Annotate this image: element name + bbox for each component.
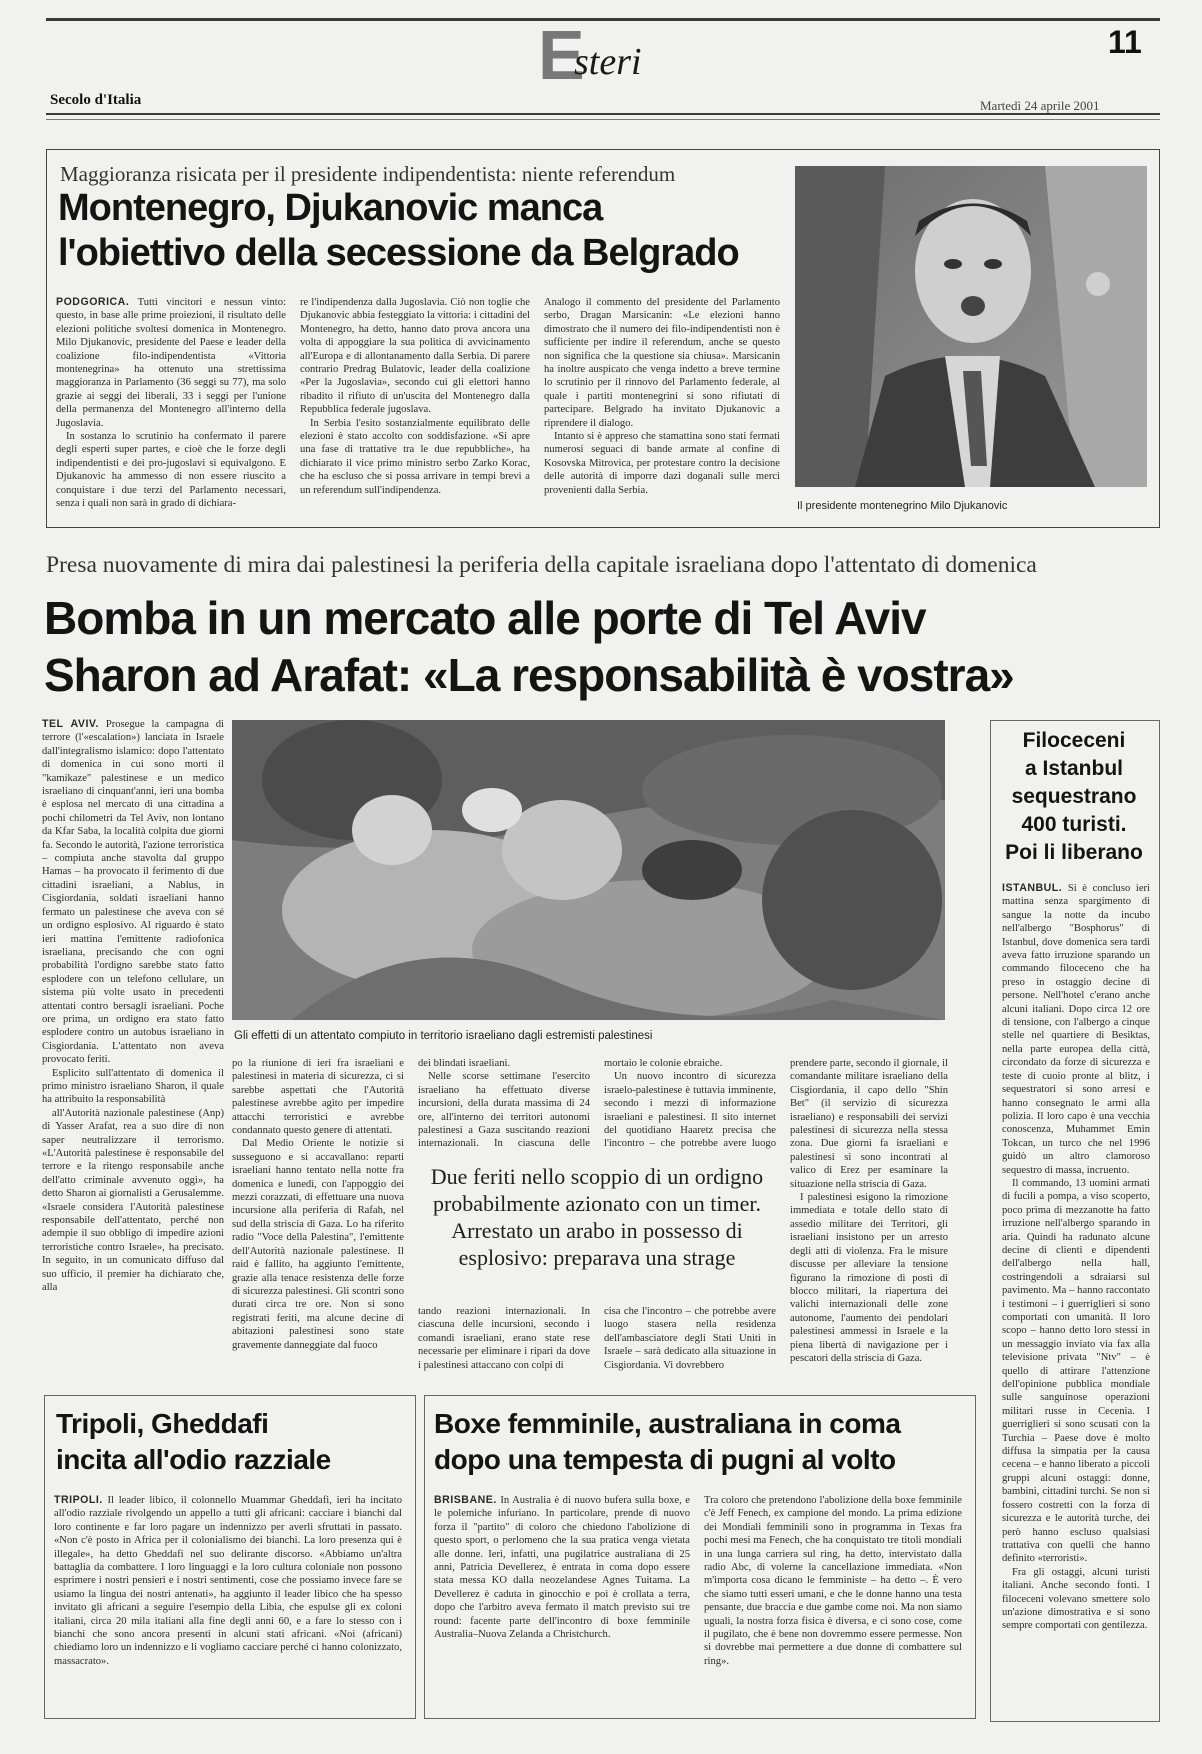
istanbul-headline-line-1: Filoceceni <box>1022 729 1126 752</box>
djukanovic-photo <box>795 166 1147 487</box>
istanbul-p2: Il commando, 13 uomini armati di fucili a pompa, a viso scoperto, poco prima di mezzanotte ha fatto irruzione nell'albergo sparando in aria. Quindi ha radunato alcune decine di clienti e dipendenti dell'albergo nella hall, costringendoli a sdraiarsi sul pavimento. Ma – hanno raccontato i testimoni – i guerriglieri si sono comportati con umanità. Il loro scopo – hanno detto loro stessi in un messaggio inviato via fax alla televisione privata "Ntv" – è quello di attirare l'attenzione dell'opinione pubblica mondiale sulle sanguinose operazioni militari russe in Cecenia. I guerriglieri si sono scusati con la Turchia – Paese dove è molto diffusa la simpatia per la causa cecena – e hanno liberato a piccoli gruppi alcuni ostaggi: donne, bambini, cittadini turchi. Se non si fossero costretti con la forza di sicurezza e le autorità turche, dei però hanno escluso qualsiasi trattativa con quelli che hanno definito «terroristi». <box>1002 1177 1150 1565</box>
istanbul-headline <box>992 727 1156 867</box>
telaviv-col1-p1: Prosegue la campagna di terrore (l'«escalation») lanciata in Israele dall'integralismo islamico: dopo l'attentato di domenica in cui sono morti il "kamikaze" palestinese e un medico israeliano di cinquant'anni, ieri una bomba è esplosa nel mercato di una cittadina a pochi chilometri da Tel Aviv, non lontano da Kfar Saba, la località colpita due giorni fa. Secondo le autorità, l'azione terroristica – compiuta anche stavolta dal gruppo Hamas – ha provocato il ferimento di due cittadini israeliani, a Nablus, in Cisgiordania, soldati israeliani hanno fermato un palestinese che aveva con sé un ordigno esplosivo. Al riguardo è stato ieri mattina l'emittente radiofonica israeliana, precisando che con ogni probabilità l'ordigno sarebbe stato fatto esplodere con un telefono cellulare, un sistema più volte usato in precedenti attentati contro bersagli israeliani. Poche ore prima, un ordigno era stato fatto esplodere contro un autobus israeliano in Cisgiordania. L'attentato non aveva provocato feriti. <box>42 719 224 1066</box>
boxe-dateline: BRISBANE. <box>434 1494 497 1506</box>
telaviv-col1-p3: all'Autorità nazionale palestinese (Anp) di Yasser Arafat, rea a suo dire di non saper neutralizzare il terrorismo. «L'Autorità palestinese è responsabile del terrore e la ritengo responsabile anche dell'atto criminale avvenuto oggi», ha detto Sharon ai giornalisti a Gerusalemme. «Israele considera l'Autorità palestinese responsabile dell'attentato, perché non adempie il suo obbligo di impedire azioni terroristiche contro Israele», ha precisato. In seguito, in un comunicato diffuso dal suo ufficio, il premier ha dichiarato che, alla <box>42 1107 224 1294</box>
masthead-rule-2 <box>46 119 1160 120</box>
pullquote-line-2: probabilmente azionato con un timer. <box>432 1191 762 1216</box>
djukanovic-photo-art <box>795 166 1147 487</box>
montenegro-col1-p1: Tutti vincitori e nessun vinto: questo, in base alle prime proiezioni, il risultato delle elezioni politiche svoltesi domenica in Montenegro. Milo Djukanovic, presidente del Paese e leader della coalizione filo-indipendentista «Vittoria montenegrina» ha ottenuto una strettissima maggioranza in Parlamento (36 seggi su 77), ma solo grazie ai seggi dei liberali, 33 i seggi per l'unione della permanenza del Montenegro all'interno della Jugoslavia. <box>56 297 286 429</box>
tripoli-column <box>54 1494 402 1709</box>
istanbul-headline-line-3: sequestrano <box>1011 785 1137 808</box>
montenegro-headline-line1: Montenegro, Djukanovic manca <box>58 187 603 229</box>
montenegro-column-3 <box>544 296 780 518</box>
pullquote-line-4: esplosivo: preparava una strage <box>458 1245 736 1270</box>
montenegro-col2-p1: re l'indipendenza dalla Jugoslavia. Ciò non toglie che Djukanovic abbia festeggiato la vittoria: i cittadini del Montenegro, ha detto, hanno dato prova ancora una volta di appoggiare la sua politica di avvicinamento all'Europa e di allontanamento dalla Serbia. Di parere contrario Predrag Bulatovic, leader della coalizione «Per la Jugoslavia», secondo cui gli elettori hanno ribadito il rifiuto di un'uscita del Montenegro dalla Repubblica federale jugoslava. <box>300 297 530 416</box>
telaviv-column-5 <box>790 1057 948 1371</box>
telaviv-col4-p2: Un nuovo incontro di sicurezza israelo-palestinese è tuttavia imminente, secondo i mezzi di informazione israeliani e palestinesi. Il sito internet del quotidiano Haaretz precisa che l'incontro – che potrebbe avere luogo <box>604 1071 776 1150</box>
attack-photo-art <box>232 720 945 1020</box>
telaviv-dateline: TEL AVIV. <box>42 718 99 730</box>
istanbul-p1: Si è concluso ieri mattina senza spargimento di sangue la notte da incubo nell'albergo "Bosphorus" di Istanbul, dove domenica sera tardi aveva fatto irruzione sparando un commando filoceceno che ha preso in ostaggio decine di persone. Nell'hotel c'erano anche alcuni italiani. Dopo circa 12 ore di tensione, con l'albergo a cinque stelle nel quartiere di Besiktas, nella parte europea della città, circondato da forze di sicurezza e teste di cuoio pronte al blitz, i sequestratori si sono arresi e hanno consegnato le armi alla polizia. Il loro capo è una vecchia conoscenza, Muhammet Emin Tokcan, un turco che nel 1996 guidò un altro clamoroso sequestro di massa, incruento. <box>1002 883 1150 1176</box>
attack-photo <box>232 720 945 1020</box>
istanbul-dateline: ISTANBUL. <box>1002 882 1063 894</box>
paper-name: Secolo d'Italia <box>50 92 142 108</box>
boxe-column-1 <box>434 1494 690 1709</box>
telaviv-col3-p1: dei blindati israeliani. <box>418 1058 511 1069</box>
boxe-column-2 <box>704 1494 962 1709</box>
telaviv-col3-p2: Nelle scorse settimane l'esercito israeliano ha effettuato diverse incursioni, della durata massima di 24 ore, all'interno dei territori autonomi palestinesi a Gaza suscitando reazioni internazionali. In ciascuna delle <box>418 1071 590 1150</box>
tripoli-headline-line1: Tripoli, Gheddafi <box>56 1408 269 1439</box>
page-number: 11 <box>1108 24 1142 60</box>
pullquote-line-1: Due feriti nello scoppio di un ordigno <box>430 1164 764 1189</box>
telaviv-column-3b: tando reazioni internazionali. In ciascuna delle incursioni, secondo i comandi israeliani, erano state rese necessarie per eliminare i ripari da dove i palestinesi attaccano con colpi di <box>418 1306 590 1371</box>
istanbul-p3: Fra gli ostaggi, alcuni turisti italiani. Anche secondo fonti. I filoceceni volevano smettere solo un'azione dimostrativa e si sono sempre comportati con gentilezza. <box>1002 1566 1150 1632</box>
masthead-rule-1 <box>46 113 1160 115</box>
tripoli-p1: Il leader libico, il colonnello Muammar Gheddafi, ieri ha incitato all'odio razziale rivolgendo un appello a tutti gli africani: cacciare i bianchi dal loro continente e far loro pagare un indennizzo per averli sfruttati in passato. «Non c'è posto in Africa per il colonialismo dei bianchi. La loro presenza qui è illegale», ha detto Gheddafi nel suo delirante discorso. «Abbiamo un'altra battaglia da combattere. I loro linguaggi e la loro cultura coloniale non possono esprimere i nostri pensieri e i nostri sentimenti, cose che possiamo invece fare se usiamo la lingua dei nostri antenati», ha aggiunto il leader libico che ha spesso invitato gli africani a seguire l'esempio della Libia, che espulse gli ex coloni italiani, circa 20 mila italiani alla fine degli anni 60, e a fare lo stesso con i bianchi che sono ancora presenti in alcuni stati africani. «Noi (africani) chiediamo loro un indennizzo e li vogliamo cacciare perché ci hanno colonizzato, massacrato». <box>54 1495 402 1667</box>
masthead-top-rule <box>46 18 1160 21</box>
issue-date: Martedì 24 aprile 2001 <box>980 98 1100 113</box>
montenegro-column-1 <box>56 296 286 518</box>
telaviv-column-3 <box>418 1057 590 1153</box>
telaviv-headline-line0: Bomba in un mercato alle porte di Tel Aviv <box>44 592 926 644</box>
pullquote-line-3: Arrestato un arabo in possesso di <box>451 1218 743 1243</box>
section-logo <box>538 16 718 94</box>
telaviv-column-4b: cisa che l'incontro – che potrebbe avere luogo stasera nella residenza dell'ambasciatore degli Stati Uniti in Israele – sarà dedicato alla situazione in Cisgiordania. Vi dovrebbero <box>604 1306 776 1371</box>
telaviv-col4-p1: mortaio le colonie ebraiche. <box>604 1058 723 1069</box>
boxe-headline-line1: Boxe femminile, australiana in coma <box>434 1408 901 1439</box>
telaviv-headline-line1: Sharon ad Arafat: «La responsabilità è vostra» <box>44 649 1014 701</box>
montenegro-column-2 <box>300 296 530 518</box>
montenegro-headline-line2: l'obiettivo della secessione da Belgrado <box>58 232 739 274</box>
tripoli-headline-line2: incita all'odio razziale <box>56 1444 331 1475</box>
section-name: steri <box>574 41 642 83</box>
telaviv-col2-p2: Dal Medio Oriente le notizie si susseguono e si accavallano: reparti israeliani hanno tentato nella notte fra domenica e lunedì, con l'appoggio dei mezzi corazzati, di effettuare una nuova incursione alla periferia di Rafah, nel sud della striscia di Gaza. Lo ha riferito radio "Voce della Palestina", l'emittente dell'Autorità nazionale palestinese. Il raid è fallito, ha aggiunto l'emittente, grazie alla tenace resistenza delle forze di sicurezza palestinesi. Gli scontri sono durati circa tre ore. Non si sono registrati feriti, ma alcune decine di abitazioni palestinesi sono state gravemente danneggiate dal fuoco <box>232 1138 404 1351</box>
montenegro-col1-p2: In sostanza lo scrutinio ha confermato il parere degli esperti super partes, e cioè che le forze degli indipendentisti e dei pro-jugoslavi si equivalgono. E Djukanovic ha ammesso di non essere riuscito a conquistare i due terzi del Parlamento necessari, senza i quali non sarà in grado di dichiara- <box>56 431 286 510</box>
istanbul-headline-line-4: 400 turisti. <box>1021 813 1127 836</box>
boxe-headline-line2: dopo una tempesta di pugni al volto <box>434 1444 896 1475</box>
section-initial: E <box>538 16 585 94</box>
telaviv-col1-p2: Esplicito sull'attentato di domenica il primo ministro israeliano Sharon, il quale ha attribuito la responsabilità <box>42 1067 224 1106</box>
montenegro-col3-p1: Analogo il commento del presidente del Parlamento serbo, Dragan Marsicanin: «Le elezioni hanno dimostrato che il numero dei filo-indipendentisti non è sufficiente per indire il referendum, anche se questo non significa che la questione sia chiusa». Marsicanin ha inoltre auspicato che venga indetto a breve termine lo scrutinio per il rinnovo del Parlamento federale, al quale i partiti montenegrini si sono rifiutati di partecipare. Belgrado ha invitato Djukanovic a riprendere il dialogo. <box>544 297 780 429</box>
telaviv-column-4 <box>604 1057 776 1153</box>
montenegro-dateline: PODGORICA. <box>56 296 130 308</box>
boxe-p2: Tra coloro che pretendono l'abolizione della boxe femminile c'è Jeff Fenech, ex campione del mondo. La prima edizione dei Mondiali femminili sono in programma in Texas fra pochi mesi ma Fenech, che ha conquistato tre titoli mondiali in una lunga carriera sul ring, ha detto, intervistato dalla radio Abc, di volerne la cancellazione immediata. «Non m'importa cosa dicano le femministe – ha detto –. È vero che siamo tutti esseri umani, e che le donne hanno una testa pensante, due braccia e due gambe come noi. Ma non siamo uguali, la nostra forza fisica è diversa, e ci sono cose, come il pugilato, che è bene non dovremmo essere permesse. Non si dovrebbe mai permettere a due donne di combattere sul ring». <box>704 1495 962 1667</box>
montenegro-col2-p2: In Serbia l'esito sostanzialmente equilibrato delle elezioni è stato accolto con soddisfazione. «Si apre una fase di trattative tra le due repubbliche», ha dichiarato il vice primo ministro serbo Zarko Korac, che ha escluso che si possa arrivare in tempi brevi a un referendum sull'indipendenza. <box>300 417 530 496</box>
tripoli-dateline: TRIPOLI. <box>54 1494 103 1506</box>
djukanovic-photo-caption: Il presidente montenegrino Milo Djukanovic <box>797 500 1008 512</box>
montenegro-kicker: Maggioranza risicata per il presidente indipendentista: niente referendum <box>60 162 676 186</box>
telaviv-column-2 <box>232 1057 404 1371</box>
telaviv-col2-p1: po la riunione di ieri fra israeliani e palestinesi in materia di sicurezza, ci si sarebbe aspettati che l'Autorità palestinese avrebbe agito per impedire attacchi terroristici e avrebbe condannato questo genere di attentati. <box>232 1058 404 1137</box>
istanbul-column <box>1002 882 1150 1712</box>
montenegro-col3-p2: Intanto si è appreso che stamattina sono stati fermati numerosi seguaci di bande armate al confine di Kosovska Mitrovica, per protestare contro la decisione delle autorità di imporre dazi doganali sulle merci provenienti dalla Serbia. <box>544 431 780 496</box>
attack-photo-caption: Gli effetti di un attentato compiuto in territorio israeliano dagli estremisti palestinesi <box>234 1030 653 1042</box>
telaviv-column-1 <box>42 718 224 1370</box>
istanbul-headline-line-2: a Istanbul <box>1024 757 1124 780</box>
telaviv-kicker: Presa nuovamente di mira dai palestinesi la periferia della capitale israeliana dopo l'attentato di domenica <box>46 552 1037 578</box>
telaviv-col5-p1: prendere parte, secondo il giornale, il comandante militare israeliano della Cisgiordania, il capo dello "Shin Bet" (il servizio di sicurezza israeliano) e responsabili dei servizi palestinesi di sicurezza nella stessa zona. Due giorni fa israeliani e palestinesi si sono incontrati al valico di Erez per esaminare la situazione nella striscia di Gaza. <box>790 1058 948 1190</box>
pullquote <box>418 1163 776 1275</box>
boxe-p1: In Australia è di nuovo bufera sulla boxe, e le polemiche infuriano. In particolare, prende di nuovo forza il "partito" di coloro che chiedono l'abolizione di questo sport, o perlomeno che la sua pratica venga vietata alle donne. Ieri, infatti, una pugilatrice australiana di 25 anni, Patricia Devellerez, è entrata in coma dopo essere stata messa KO dalla neozelandese Agnes Tuitama. La Devellerez è caduta in ginocchio e poi è crollata a terra, dopo che l'arbitro aveva fermato il match previsto sui tre round: facente parte dell'incontro di boxe femminile Australia–Nuova Zelanda a Christchurch. <box>434 1495 690 1641</box>
telaviv-col5-p2: I palestinesi esigono la rimozione immediata e totale dello stato di assedio militare dei Territori, gli israeliani insistono per un arresto degli atti di violenza. Fra le misure discusse per alleviare la tensione figurano la rimozione di posti di blocco militari, la riapertura dei valichi internazionali delle zone autonome, l'aumento dei pendolari palestinesi ammessi in Israele e la piena libertà di navigazione per i pescatori della striscia di Gaza. <box>790 1192 948 1364</box>
istanbul-headline-line-5: Poi li liberano <box>1005 841 1143 864</box>
